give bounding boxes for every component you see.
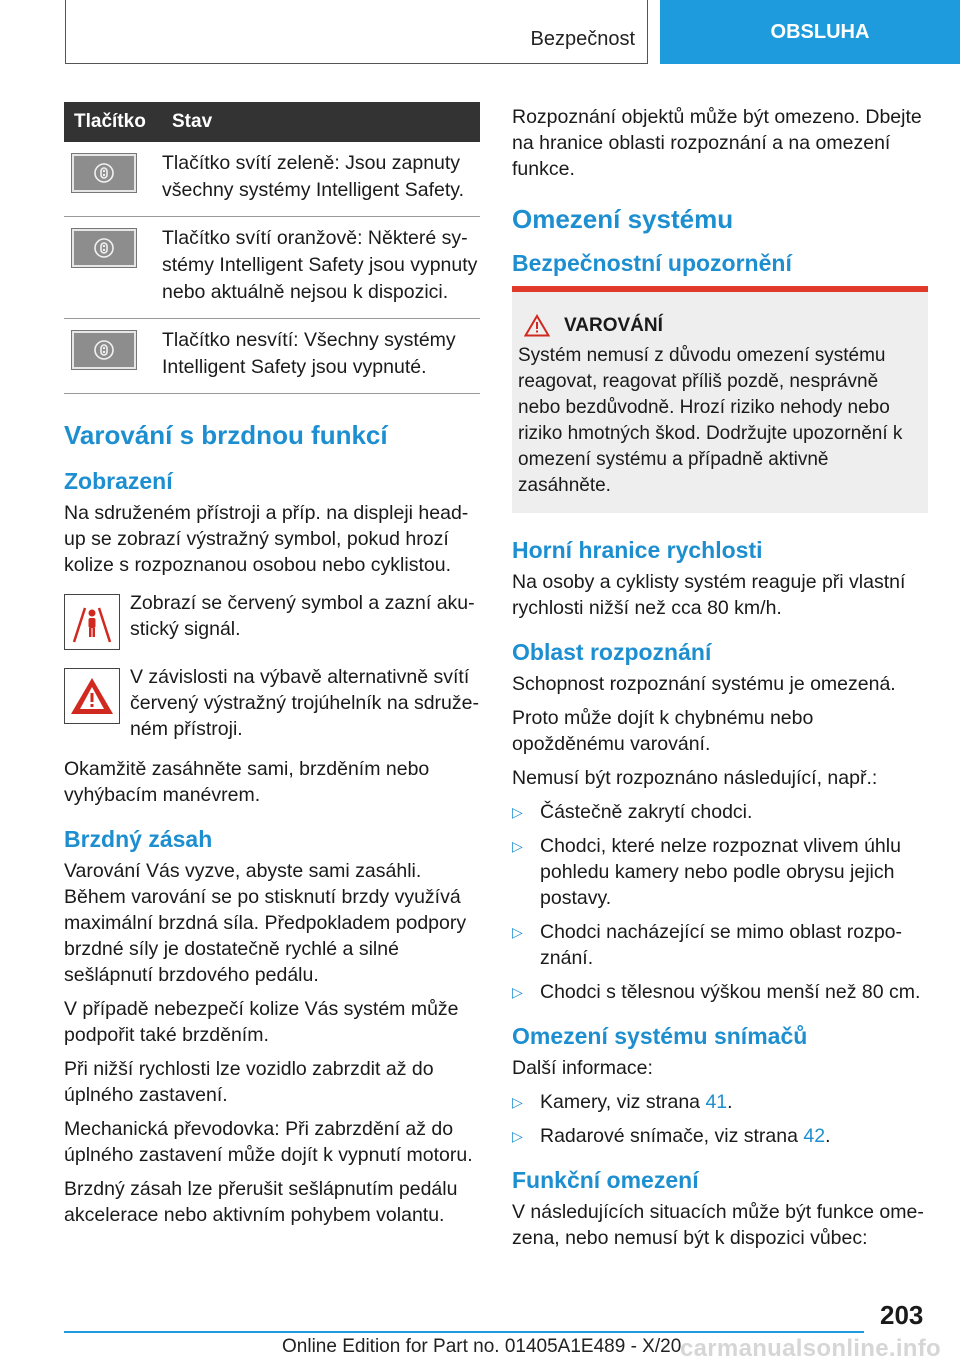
footer-edition: Online Edition for Part no. 01405A1E489 - X/20: [282, 1336, 682, 1357]
triangle-bullet-icon: ▷: [512, 1128, 523, 1144]
detection-limit-list: [512, 799, 928, 1005]
heading-sensor-limits: Omezení systému snímačů: [512, 1023, 808, 1049]
warning-title-text: VAROVÁNÍ: [564, 314, 663, 336]
warning-text: Systém nemusí z důvodu omezení systému reagovat, reagovat příliš pozdě, nesprávně nebo bezdůvodně. Hrozí riziko nehody nebo riziko hmotných škod. Dodržujte upozornění k omezení systému a případně aktivně zasáhněte.: [518, 345, 903, 496]
triangle-bullet-icon: ▷: [512, 984, 523, 1000]
heading-detection-area: Oblast rozpoznání: [512, 639, 712, 665]
pedestrian-warning-icon: [64, 594, 120, 650]
triangle-bullet-icon: ▷: [512, 924, 523, 940]
table-row: [64, 142, 480, 217]
table-header-button: Tlačítko: [64, 102, 162, 142]
triangle-bullet-icon: ▷: [512, 838, 523, 854]
table-cell-button: [64, 217, 162, 319]
header-chapter-tab[interactable]: OBSLUHA: [660, 0, 960, 64]
sensor-reference-list: [512, 1089, 928, 1149]
watermark: carmanualsonline.info: [680, 1335, 942, 1362]
paragraph-function: V následujících situacích může být funkce omezena, nebo nemusí být k dispozici vůbec:: [512, 1201, 924, 1249]
list-item: ▷ Chodci nacházející se mimo oblast rozpoznání.: [512, 921, 903, 969]
heading-system-limits: Omezení systému: [512, 204, 734, 234]
list-item: ▷ Kamery, viz strana 41.: [512, 1091, 733, 1113]
paragraph-brake-2: V případě nebezpečí kolize Vás systém může podpořit také brzděním.: [64, 998, 459, 1046]
symbol1-description: Zobrazí se červený symbol a zazní akustický signál.: [130, 592, 475, 640]
paragraph-display: Na sdruženém přístroji a příp. na displeji head-up se zobrazí výstražný symbol, pokud hrozí kolize s rozpoznanou osobou nebo cyklistou.: [64, 502, 469, 576]
list-item: ▷ Radarové snímače, viz strana 42.: [512, 1125, 831, 1147]
symbol-row: [64, 590, 480, 650]
paragraph-area-2: Proto může dojít k chybnému nebo opožděnému varování.: [512, 707, 814, 755]
symbol-row: [64, 664, 480, 742]
header-section-title: Bezpečnost: [530, 28, 635, 50]
paragraph-area-1: Schopnost rozpoznání systému je omezená.: [512, 673, 896, 695]
heading-brake-warning: Varování s brzdnou funkcí: [64, 420, 388, 450]
heading-speed-limit: Horní hranice rychlosti: [512, 537, 763, 563]
paragraph-brake-1: Varování Vás vyzve, abyste sami zasáhli. Během varování se po stisknutí brzdy využívá maximální brzdná síla. Předpokladem podpory brzdné síly je dostatečně rychlé a silné sešlápnutí brzdového pedálu.: [64, 860, 467, 986]
heading-safety-notice: Bezpečnostní upozornění: [512, 250, 792, 276]
right-column: [512, 104, 928, 1259]
paragraph-speed: Na osoby a cyklisty systém reaguje při vlastní rychlosti nižší než cca 80 km/h.: [512, 571, 906, 619]
table-cell-status: Tlačítko svítí zeleně: Jsou zapnuty všechny systémy Intelligent Safety.: [162, 142, 480, 217]
table-cell-button: [64, 142, 162, 217]
paragraph-brake-4: Mechanická převodovka: Při zabrzdění až do úplného zastavení může dojít k vypnutí motoru.: [64, 1118, 473, 1166]
heading-function-limits: Funkční omezení: [512, 1167, 699, 1193]
page-link-radar[interactable]: 42: [803, 1125, 826, 1147]
table-row: [64, 319, 480, 394]
intelligent-safety-button-icon: [72, 229, 136, 267]
table-row: [64, 217, 480, 319]
triangle-bullet-icon: ▷: [512, 804, 523, 820]
table-cell-status: Tlačítko nesvítí: Všechny systémy Intelligent Safety jsou vypnuté.: [162, 319, 480, 394]
paragraph-brake-5: Brzdný zásah lze přerušit sešlápnutím pedálu akcelerace nebo aktivním pohybem volantu.: [64, 1178, 458, 1226]
heading-brake-intervention: Brzdný zásah: [64, 826, 213, 852]
intelligent-safety-button-icon: [72, 331, 136, 369]
intelligent-safety-button-icon: [72, 154, 136, 192]
paragraph-area-3: Nemusí být rozpoznáno následující, např.:: [512, 767, 878, 789]
list-item: ▷ Chodci, které nelze rozpoznat vlivem úhlu pohledu kamery nebo podle obrysu jejich postavy.: [512, 835, 901, 909]
symbol2-description: V závislosti na výbavě alternativně svítí červený výstražný trojúhelník na sdruženém přístroji.: [130, 666, 479, 740]
list-item: ▷ Částečně zakrytí chodci.: [512, 801, 753, 823]
footer-divider: [64, 1331, 864, 1333]
triangle-bullet-icon: ▷: [512, 1094, 523, 1110]
left-column: [64, 102, 480, 1236]
warning-triangle-icon: [524, 314, 550, 337]
paragraph-react: Okamžitě zasáhněte sami, brzděním nebo vyhýbacím manévrem.: [64, 758, 430, 806]
warning-triangle-icon: [64, 668, 120, 724]
warning-title: [518, 314, 922, 337]
page-number: 203: [880, 1300, 924, 1330]
paragraph-sensors: Další informace:: [512, 1057, 653, 1079]
heading-display: Zobrazení: [64, 468, 173, 494]
table-cell-button: [64, 319, 162, 394]
paragraph-intro: Rozpoznání objektů může být omezeno. Dbejte na hranice oblasti rozpoznání a na omezení funkce.: [512, 106, 922, 180]
button-status-table: [64, 102, 480, 394]
table-header-status: Stav: [162, 102, 480, 142]
paragraph-brake-3: Při nižší rychlosti lze vozidlo zabrzdit až do úplného zastavení.: [64, 1058, 434, 1106]
page-link-cameras[interactable]: 41: [705, 1091, 728, 1113]
list-item: ▷ Chodci s tělesnou výškou menší než 80 cm.: [512, 981, 921, 1003]
warning-box: [512, 286, 928, 513]
table-cell-status: Tlačítko svítí oranžově: Některé systémy Intelligent Safety jsou vypnuty nebo aktuálně nejsou k dispozici.: [162, 217, 480, 319]
